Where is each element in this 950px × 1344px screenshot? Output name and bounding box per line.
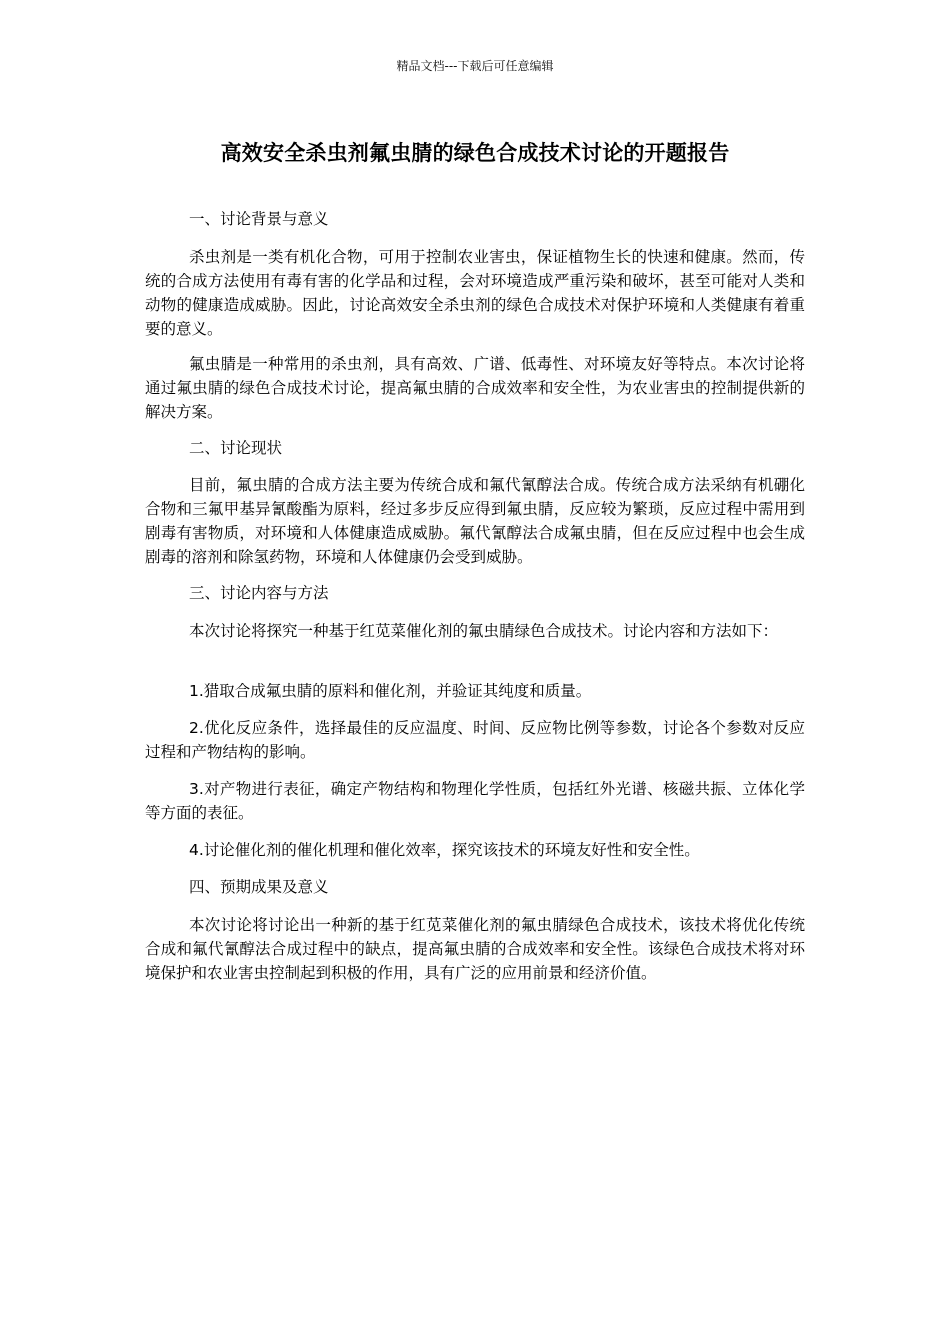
section-paragraph: 目前，氟虫腈的合成方法主要为传统合成和氟代氰醇法合成。传统合成方法采纳有机硼化合物和三氟甲基异氰酸酯为原料，经过多步反应得到氟虫腈，反应较为繁琐，反应过程中需用到剧毒有害物质，对环境和人体健康造成威胁。氟代氰醇法合成氟虫腈，但在反应过程中也会生成剧毒的溶剂和除氢药物，环境和人体健康仍会受到威胁。	[145, 476, 805, 566]
section-heading: 四、预期成果及意义	[189, 878, 329, 896]
section-2-paragraph-1-block	[145, 473, 805, 569]
section-4-paragraph-1-block	[145, 913, 805, 985]
section-1-heading-block	[145, 207, 805, 231]
section-heading: 三、讨论内容与方法	[189, 584, 329, 602]
section-4-heading-block	[145, 875, 805, 899]
section-3-item-1-block	[145, 679, 805, 703]
header-note: 精品文档---下载后可任意编辑	[396, 59, 554, 73]
section-3-paragraph-1-block	[145, 619, 805, 643]
section-1-paragraph-1-block	[145, 245, 805, 341]
document-title: 高效安全杀虫剂氟虫腈的绿色合成技术讨论的开题报告	[220, 141, 730, 165]
section-3-item-4-block	[145, 838, 805, 862]
section-3-item-3-block	[145, 777, 805, 825]
section-paragraph: 本次讨论将探究一种基于红苋菜催化剂的氟虫腈绿色合成技术。讨论内容和方法如下：	[189, 622, 779, 640]
section-2-heading-block	[145, 436, 805, 460]
section-3-heading-block	[145, 581, 805, 605]
section-heading: 一、讨论背景与意义	[189, 210, 329, 228]
list-item: 1.猎取合成氟虫腈的原料和催化剂，并验证其纯度和质量。	[189, 682, 592, 700]
section-paragraph: 本次讨论将讨论出一种新的基于红苋菜催化剂的氟虫腈绿色合成技术，该技术将优化传统合成和氟代氰醇法合成过程中的缺点，提高氟虫腈的合成效率和安全性。该绿色合成技术将对环境保护和农业害虫控制起到积极的作用，具有广泛的应用前景和经济价值。	[145, 916, 805, 982]
section-1-paragraph-2-block	[145, 352, 805, 424]
section-paragraph: 氟虫腈是一种常用的杀虫剂，具有高效、广谱、低毒性、对环境友好等特点。本次讨论将通过氟虫腈的绿色合成技术讨论，提高氟虫腈的合成效率和安全性，为农业害虫的控制提供新的解决方案。	[145, 355, 805, 421]
list-item: 2.优化反应条件，选择最佳的反应温度、时间、反应物比例等参数，讨论各个参数对反应过程和产物结构的影响。	[145, 719, 805, 761]
list-item: 4.讨论催化剂的催化机理和催化效率，探究该技术的环境友好性和安全性。	[189, 841, 700, 859]
section-paragraph: 杀虫剂是一类有机化合物，可用于控制农业害虫，保证植物生长的快速和健康。然而，传统的合成方法使用有毒有害的化学品和过程，会对环境造成严重污染和破坏，甚至可能对人类和动物的健康造成威胁。因此，讨论高效安全杀虫剂的绿色合成技术对保护环境和人类健康有着重要的意义。	[145, 248, 805, 338]
list-item: 3.对产物进行表征，确定产物结构和物理化学性质，包括红外光谱、核磁共振、立体化学等方面的表征。	[145, 780, 805, 822]
section-3-item-2-block	[145, 716, 805, 764]
section-heading: 二、讨论现状	[189, 439, 283, 457]
